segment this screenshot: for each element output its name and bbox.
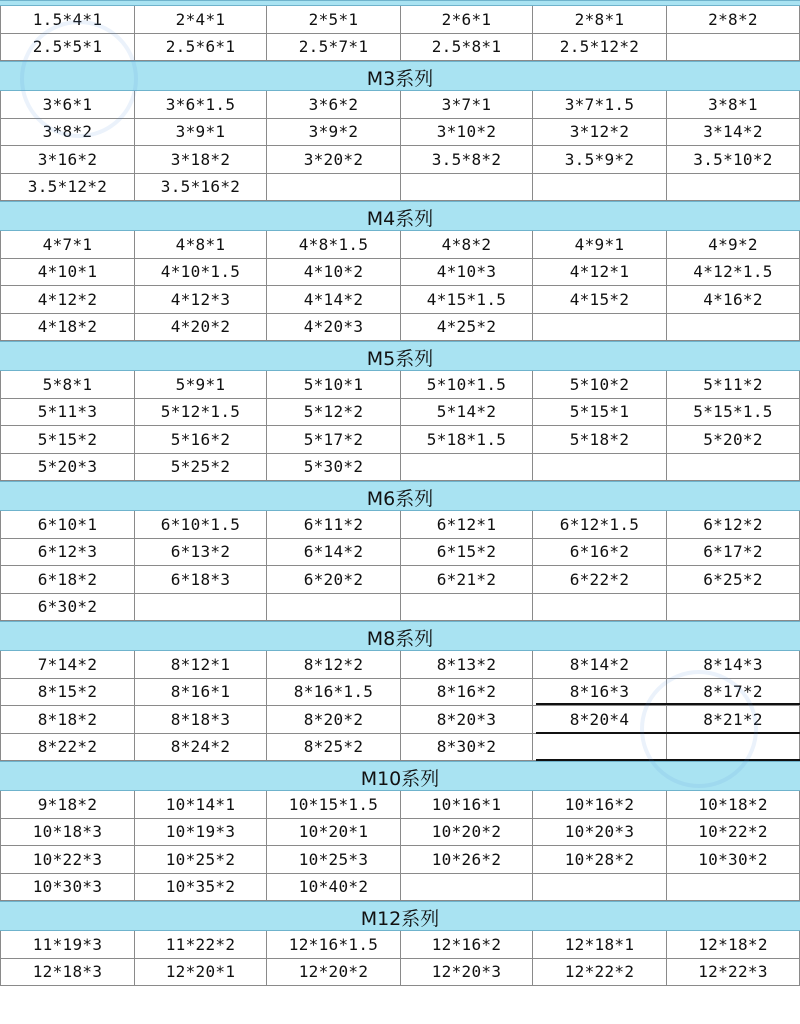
table-cell: 6*15*2 xyxy=(401,539,533,566)
table-row xyxy=(0,6,800,34)
table-cell: 5*11*2 xyxy=(667,371,800,398)
table-cell: 3*14*2 xyxy=(667,119,800,146)
table-row xyxy=(0,34,800,62)
table-cell: 3*7*1 xyxy=(401,91,533,118)
table-cell: 10*20*1 xyxy=(267,819,401,846)
table-cell: 5*18*1.5 xyxy=(401,426,533,453)
table-cell: 6*10*1 xyxy=(0,511,135,538)
table-cell: 3*8*1 xyxy=(667,91,800,118)
table-cell: 4*15*2 xyxy=(533,286,667,313)
table-cell: 1.5*4*1 xyxy=(0,6,135,33)
table-cell: 10*14*1 xyxy=(135,791,267,818)
table-cell: 6*12*2 xyxy=(667,511,800,538)
table-row xyxy=(0,846,800,874)
table-cell: 6*17*2 xyxy=(667,539,800,566)
table-cell: 3*12*2 xyxy=(533,119,667,146)
table-cell: 4*8*1 xyxy=(135,231,267,258)
table-cell: 10*15*1.5 xyxy=(267,791,401,818)
table-cell: 10*35*2 xyxy=(135,874,267,901)
table-row xyxy=(0,931,800,959)
table-cell: 3*8*2 xyxy=(0,119,135,146)
section-title: M12系列 xyxy=(360,907,440,930)
table-cell: 4*8*1.5 xyxy=(267,231,401,258)
section-header xyxy=(0,341,800,371)
table-cell: 5*14*2 xyxy=(401,399,533,426)
table-cell: 12*18*2 xyxy=(667,931,800,958)
table-cell: 6*25*2 xyxy=(667,566,800,593)
section-title: M4系列 xyxy=(366,207,434,230)
table-cell: 5*10*1.5 xyxy=(401,371,533,398)
table-cell: 10*25*3 xyxy=(267,846,401,873)
table-row xyxy=(0,231,800,259)
table-cell: 8*14*2 xyxy=(533,651,667,678)
table-cell: 8*18*3 xyxy=(135,706,267,733)
table-row xyxy=(0,819,800,847)
table-cell: 12*20*1 xyxy=(135,959,267,986)
table-cell: 6*12*1.5 xyxy=(533,511,667,538)
table-cell: 3.5*9*2 xyxy=(533,146,667,173)
table-row xyxy=(0,371,800,399)
table-cell: 5*12*2 xyxy=(267,399,401,426)
table-cell: 5*15*2 xyxy=(0,426,135,453)
table-cell: 12*16*2 xyxy=(401,931,533,958)
table-cell: 10*22*2 xyxy=(667,819,800,846)
table-cell xyxy=(267,174,401,201)
table-cell: 10*26*2 xyxy=(401,846,533,873)
table-cell: 2.5*5*1 xyxy=(0,34,135,61)
table-row xyxy=(0,119,800,147)
table-cell: 5*8*1 xyxy=(0,371,135,398)
section-title: M8系列 xyxy=(366,627,434,650)
table-cell: 5*20*2 xyxy=(667,426,800,453)
table-cell: 8*24*2 xyxy=(135,734,267,761)
table-cell: 3.5*10*2 xyxy=(667,146,800,173)
table-cell: 6*13*2 xyxy=(135,539,267,566)
table-cell: 2.5*12*2 xyxy=(533,34,667,61)
table-cell xyxy=(533,734,667,761)
table-row xyxy=(0,314,800,342)
table-cell xyxy=(667,734,800,761)
section-header xyxy=(0,621,800,651)
table-cell: 4*18*2 xyxy=(0,314,135,341)
table-cell: 8*22*2 xyxy=(0,734,135,761)
table-cell: 2*8*2 xyxy=(667,6,800,33)
table-cell xyxy=(533,454,667,481)
table-cell: 12*20*2 xyxy=(267,959,401,986)
table-cell: 10*20*3 xyxy=(533,819,667,846)
table-cell: 8*14*3 xyxy=(667,651,800,678)
section-title: M6系列 xyxy=(366,487,434,510)
table-row xyxy=(0,651,800,679)
table-cell: 10*22*3 xyxy=(0,846,135,873)
table-cell: 5*20*3 xyxy=(0,454,135,481)
table-cell: 8*20*2 xyxy=(267,706,401,733)
table-cell: 10*40*2 xyxy=(267,874,401,901)
table-cell: 5*10*2 xyxy=(533,371,667,398)
table-cell: 6*18*3 xyxy=(135,566,267,593)
table-row xyxy=(0,426,800,454)
table-cell: 6*14*2 xyxy=(267,539,401,566)
table-row xyxy=(0,91,800,119)
table-cell: 10*18*2 xyxy=(667,791,800,818)
table-row xyxy=(0,259,800,287)
table-cell xyxy=(401,174,533,201)
section-header xyxy=(0,61,800,91)
table-cell: 6*12*1 xyxy=(401,511,533,538)
table-cell: 6*11*2 xyxy=(267,511,401,538)
table-row xyxy=(0,399,800,427)
table-cell: 4*12*1 xyxy=(533,259,667,286)
table-cell: 3*6*1.5 xyxy=(135,91,267,118)
table-row xyxy=(0,174,800,202)
table-cell: 2.5*8*1 xyxy=(401,34,533,61)
table-cell: 12*22*3 xyxy=(667,959,800,986)
table-cell: 4*25*2 xyxy=(401,314,533,341)
table-cell: 6*22*2 xyxy=(533,566,667,593)
table-cell: 5*17*2 xyxy=(267,426,401,453)
table-cell: 4*10*1 xyxy=(0,259,135,286)
table-cell: 6*16*2 xyxy=(533,539,667,566)
section-header xyxy=(0,761,800,791)
table-cell xyxy=(401,874,533,901)
table-cell: 6*21*2 xyxy=(401,566,533,593)
table-cell: 9*18*2 xyxy=(0,791,135,818)
table-cell: 4*15*1.5 xyxy=(401,286,533,313)
table-cell: 5*9*1 xyxy=(135,371,267,398)
table-cell: 3*18*2 xyxy=(135,146,267,173)
table-row xyxy=(0,539,800,567)
table-row xyxy=(0,594,800,622)
table-cell: 12*20*3 xyxy=(401,959,533,986)
table-row xyxy=(0,706,800,734)
table-cell: 10*20*2 xyxy=(401,819,533,846)
table-cell: 3*6*1 xyxy=(0,91,135,118)
table-cell: 4*14*2 xyxy=(267,286,401,313)
table-cell: 10*25*2 xyxy=(135,846,267,873)
table-cell: 2.5*7*1 xyxy=(267,34,401,61)
table-cell: 3*10*2 xyxy=(401,119,533,146)
table-cell: 3.5*8*2 xyxy=(401,146,533,173)
table-cell xyxy=(401,594,533,621)
table-cell: 8*20*4 xyxy=(533,706,667,733)
table-cell: 10*16*2 xyxy=(533,791,667,818)
table-cell: 7*14*2 xyxy=(0,651,135,678)
table-cell: 8*30*2 xyxy=(401,734,533,761)
table-cell: 3*7*1.5 xyxy=(533,91,667,118)
table-cell: 8*16*1.5 xyxy=(267,679,401,706)
table-cell: 2*6*1 xyxy=(401,6,533,33)
table-cell: 11*22*2 xyxy=(135,931,267,958)
table-cell: 5*12*1.5 xyxy=(135,399,267,426)
table-cell: 10*16*1 xyxy=(401,791,533,818)
table-cell: 6*10*1.5 xyxy=(135,511,267,538)
table-cell: 6*12*3 xyxy=(0,539,135,566)
table-cell: 8*16*1 xyxy=(135,679,267,706)
table-cell xyxy=(667,874,800,901)
section-header xyxy=(0,901,800,931)
table-cell: 4*16*2 xyxy=(667,286,800,313)
table-cell: 5*16*2 xyxy=(135,426,267,453)
table-cell xyxy=(667,174,800,201)
table-cell: 2*8*1 xyxy=(533,6,667,33)
table-cell: 6*20*2 xyxy=(267,566,401,593)
table-cell: 8*13*2 xyxy=(401,651,533,678)
table-cell xyxy=(533,874,667,901)
table-cell: 4*9*1 xyxy=(533,231,667,258)
table-cell: 8*18*2 xyxy=(0,706,135,733)
table-row xyxy=(0,454,800,482)
table-cell: 8*15*2 xyxy=(0,679,135,706)
table-cell: 4*8*2 xyxy=(401,231,533,258)
table-cell: 10*18*3 xyxy=(0,819,135,846)
table-cell: 12*16*1.5 xyxy=(267,931,401,958)
table-cell: 4*9*2 xyxy=(667,231,800,258)
table-cell: 3*20*2 xyxy=(267,146,401,173)
table-cell: 10*30*3 xyxy=(0,874,135,901)
table-cell: 8*16*3 xyxy=(533,679,667,706)
table-cell: 3*9*1 xyxy=(135,119,267,146)
table-cell: 8*17*2 xyxy=(667,679,800,706)
table-cell: 5*15*1 xyxy=(533,399,667,426)
section-title: M10系列 xyxy=(360,767,440,790)
table-cell: 8*25*2 xyxy=(267,734,401,761)
table-cell: 3*16*2 xyxy=(0,146,135,173)
table-cell: 5*15*1.5 xyxy=(667,399,800,426)
table-cell: 8*12*2 xyxy=(267,651,401,678)
table-cell xyxy=(267,594,401,621)
table-cell: 12*18*1 xyxy=(533,931,667,958)
table-cell: 10*28*2 xyxy=(533,846,667,873)
table-cell: 2*4*1 xyxy=(135,6,267,33)
section-title: M3系列 xyxy=(366,67,434,90)
table-cell: 2*5*1 xyxy=(267,6,401,33)
table-cell: 5*11*3 xyxy=(0,399,135,426)
section-header xyxy=(0,481,800,511)
table-cell: 4*10*1.5 xyxy=(135,259,267,286)
table-cell: 4*7*1 xyxy=(0,231,135,258)
table-cell: 10*30*2 xyxy=(667,846,800,873)
table-cell: 4*12*3 xyxy=(135,286,267,313)
table-cell xyxy=(667,454,800,481)
table-cell: 10*19*3 xyxy=(135,819,267,846)
table-cell: 5*25*2 xyxy=(135,454,267,481)
table-cell: 5*30*2 xyxy=(267,454,401,481)
table-cell xyxy=(135,594,267,621)
table-row xyxy=(0,791,800,819)
table-cell: 4*12*2 xyxy=(0,286,135,313)
table-cell: 4*10*3 xyxy=(401,259,533,286)
table-cell: 11*19*3 xyxy=(0,931,135,958)
section-header xyxy=(0,201,800,231)
table-cell xyxy=(533,594,667,621)
table-cell xyxy=(533,174,667,201)
table-cell: 3.5*12*2 xyxy=(0,174,135,201)
table-row xyxy=(0,679,800,707)
table-cell: 12*18*3 xyxy=(0,959,135,986)
table-cell: 6*18*2 xyxy=(0,566,135,593)
table-cell xyxy=(667,314,800,341)
table-row xyxy=(0,511,800,539)
table-cell: 4*20*3 xyxy=(267,314,401,341)
table-cell xyxy=(533,314,667,341)
table-cell: 8*20*3 xyxy=(401,706,533,733)
table-cell: 5*18*2 xyxy=(533,426,667,453)
table-cell xyxy=(667,594,800,621)
table-cell: 3*6*2 xyxy=(267,91,401,118)
table-cell xyxy=(667,34,800,61)
table-row xyxy=(0,146,800,174)
table-cell: 8*16*2 xyxy=(401,679,533,706)
table-row xyxy=(0,566,800,594)
table-cell: 12*22*2 xyxy=(533,959,667,986)
table-cell: 4*10*2 xyxy=(267,259,401,286)
table-cell: 8*21*2 xyxy=(667,706,800,733)
section-title: M5系列 xyxy=(366,347,434,370)
table-row xyxy=(0,959,800,987)
table-cell xyxy=(401,454,533,481)
table-row xyxy=(0,734,800,762)
table-cell: 4*20*2 xyxy=(135,314,267,341)
table-cell: 6*30*2 xyxy=(0,594,135,621)
table-cell: 3.5*16*2 xyxy=(135,174,267,201)
table-cell: 8*12*1 xyxy=(135,651,267,678)
table-row xyxy=(0,874,800,902)
table-row xyxy=(0,286,800,314)
table-cell: 4*12*1.5 xyxy=(667,259,800,286)
table-cell: 2.5*6*1 xyxy=(135,34,267,61)
table-cell: 3*9*2 xyxy=(267,119,401,146)
table-cell: 5*10*1 xyxy=(267,371,401,398)
